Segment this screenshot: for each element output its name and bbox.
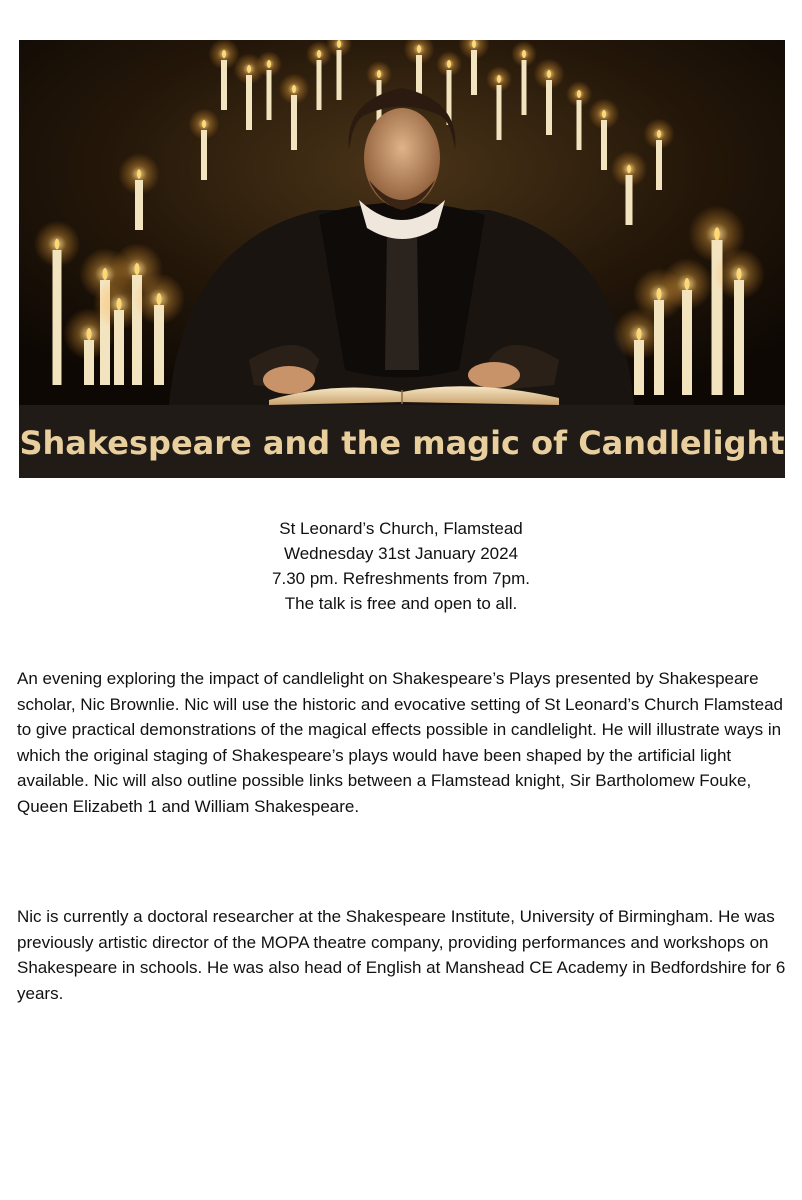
event-details: [0, 516, 802, 616]
event-venue: St Leonard’s Church, Flamstead: [279, 519, 523, 538]
event-admission: The talk is free and open to all.: [284, 594, 518, 613]
event-date: Wednesday 31st January 2024: [283, 544, 519, 563]
description-paragraph: An evening exploring the impact of candlelight on Shakespeare’s Plays presented by Shakespeare scholar, Nic Brownlie. Nic will use the historic and evocative setting of St Leonard’s Church Flamstead to give practical demonstrations of the magical effects possible in candlelight. He will illustrate ways in which the original staging of Shakespeare’s plays would have been shaped by the artificial light available. Nic will also outline possible links between a Flamstead knight, Sir Bartholomew Fouke, Queen Elizabeth 1 and William Shakespeare.: [17, 669, 783, 816]
event-time: 7.30 pm. Refreshments from 7pm.: [272, 569, 530, 588]
banner-illustration: [19, 40, 785, 478]
event-banner: [19, 40, 785, 478]
speaker-bio-paragraph: Nic is currently a doctoral researcher at the Shakespeare Institute, University of Birmingham. He was previously artistic director of the MOPA theatre company, providing performances and workshops on Shakespeare in schools. He was also head of English at Manshead CE Academy in Bedfordshire for 6 years.: [17, 907, 786, 1003]
banner-title: Shakespeare and the magic of Candlelight: [19, 424, 785, 462]
